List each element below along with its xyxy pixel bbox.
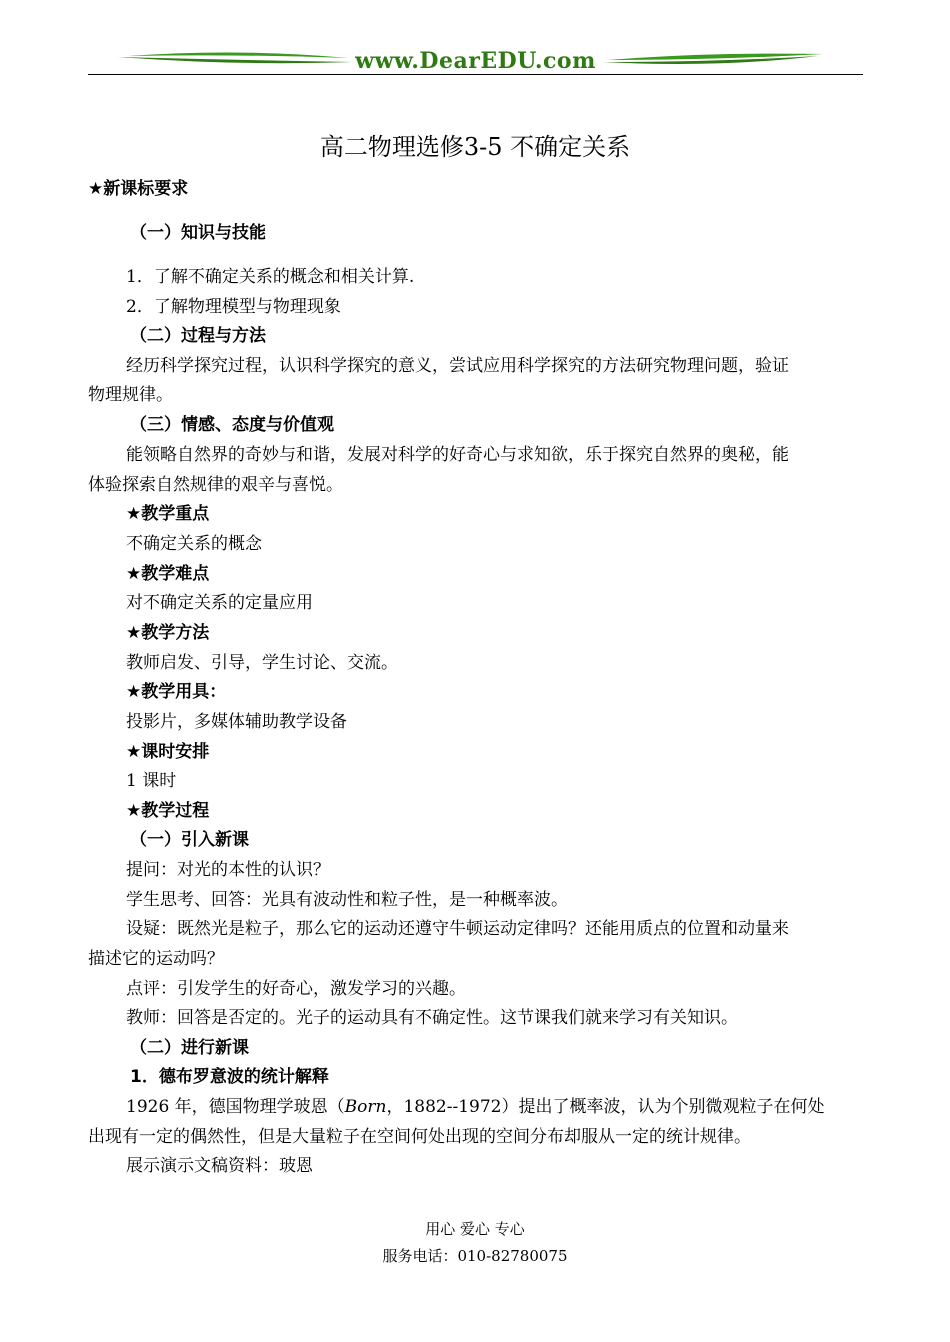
paragraph: 提问：对光的本性的认识？ bbox=[126, 860, 330, 880]
paragraph: 能领略自然界的奇妙与和谐，发展对科学的好奇心与求知欲，乐于探究自然界的奥秘，能 bbox=[126, 445, 789, 465]
paragraph-text: 1926 年，德国物理学玻恩（ bbox=[126, 1097, 345, 1117]
section-heading: ★教学难点 bbox=[126, 564, 210, 584]
paragraph: 学生思考、回答：光具有波动性和粒子性，是一种概率波。 bbox=[126, 890, 568, 910]
paragraph: 教师：回答是否定的。光子的运动具有不确定性。这节课我们就来学习有关知识。 bbox=[126, 1008, 738, 1028]
paragraph: 1．了解不确定关系的概念和相关计算. bbox=[126, 267, 415, 287]
subsection-heading: （三）情感、态度与价值观 bbox=[130, 415, 334, 435]
subsection-heading: （二）过程与方法 bbox=[130, 326, 266, 346]
site-logo: www.DearEDU.com bbox=[355, 48, 596, 74]
paragraph bbox=[126, 1096, 906, 1118]
paragraph: 展示演示文稿资料：玻恩 bbox=[126, 1156, 313, 1176]
paragraph: 经历科学探究过程，认识科学探究的意义，尝试应用科学探究的方法研究物理问题，验证 bbox=[126, 356, 789, 376]
page-title: 高二物理选修3-5 不确定关系 bbox=[319, 133, 631, 161]
footer-slogan: 用心 爱心 专心 bbox=[425, 1220, 525, 1238]
section-heading: ★教学重点 bbox=[126, 504, 210, 524]
paragraph: 点评：引发学生的好奇心，激发学习的兴趣。 bbox=[126, 979, 466, 999]
subsection-heading: （一）引入新课 bbox=[130, 830, 249, 850]
subsection-heading: （二）进行新课 bbox=[130, 1038, 249, 1058]
section-heading: ★教学方法 bbox=[126, 623, 210, 643]
paragraph: 出现有一定的偶然性，但是大量粒子在空间何处出现的空间分布却服从一定的统计规律。 bbox=[88, 1127, 751, 1147]
subsection-heading: 1．德布罗意波的统计解释 bbox=[130, 1067, 329, 1087]
paragraph: 对不确定关系的定量应用 bbox=[126, 593, 313, 613]
subsection-heading: （一）知识与技能 bbox=[130, 223, 266, 243]
paragraph: 描述它的运动吗？ bbox=[88, 949, 224, 969]
paragraph-text: ，1882--1972）提出了概率波，认为个别微观粒子在何处 bbox=[386, 1097, 825, 1117]
paragraph: 1 课时 bbox=[126, 771, 177, 791]
section-heading: ★教学用具： bbox=[126, 682, 227, 702]
section-heading: ★教学过程 bbox=[126, 801, 210, 821]
header-rule bbox=[88, 74, 863, 75]
paragraph: 物理规律。 bbox=[88, 385, 173, 405]
section-heading: ★课时安排 bbox=[126, 742, 210, 762]
paragraph: 投影片，多媒体辅助教学设备 bbox=[126, 712, 347, 732]
name-italic: Born bbox=[344, 1097, 387, 1117]
paragraph: 2．了解物理模型与物理现象 bbox=[126, 297, 341, 317]
section-heading: ★新课标要求 bbox=[88, 179, 189, 199]
paragraph: 不确定关系的概念 bbox=[126, 534, 262, 554]
paragraph: 教师启发、引导，学生讨论、交流。 bbox=[126, 653, 398, 673]
page-header bbox=[88, 40, 863, 80]
footer-phone: 服务电话：010-82780075 bbox=[382, 1247, 568, 1265]
paragraph: 设疑：既然光是粒子，那么它的运动还遵守牛顿运动定律吗？还能用质点的位置和动量来 bbox=[126, 919, 789, 939]
paragraph: 体验探索自然规律的艰辛与喜悦。 bbox=[88, 475, 343, 495]
